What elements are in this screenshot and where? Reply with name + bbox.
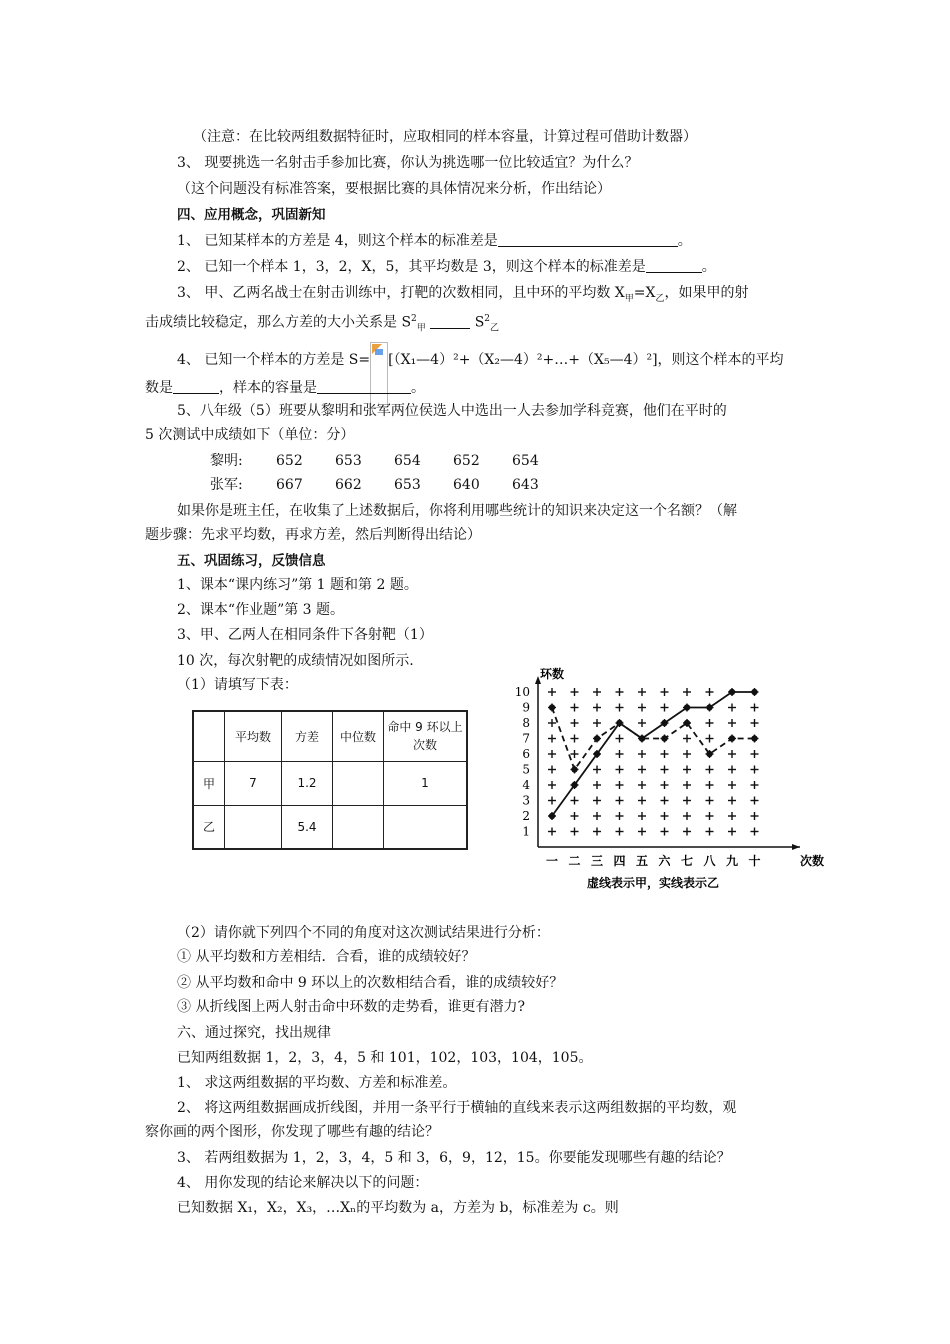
note-line: （注意：在比较两组数据特征时，应取相同的样本容量，计算过程可借助计数器）	[193, 129, 697, 145]
section-heading: 四、应用概念，巩固新知	[177, 207, 326, 223]
practice-2: 2、课本“作业题”第 3 题。	[177, 602, 345, 618]
exercise-5-line-1: 5、八年级（5）班要从黎明和张军两位侯选人中选出一人去参加学科竞赛，他们在平时的	[177, 403, 727, 419]
explore-5: 已知数据 X₁，X₂，X₃，…Xₙ的平均数为 a，方差为 b，标准差为 c。则	[177, 1200, 619, 1216]
answer-blank[interactable]	[646, 258, 702, 273]
exercise-2: 2、 已知一个样本 1，3，2，X，5，其平均数是 3，则这个样本的标准差是 。	[177, 259, 716, 275]
explore-3: 3、 若两组数据为 1，2，3，4，5 和 3，6，9，12，15。你要能发现哪些有趣的结论？	[177, 1150, 731, 1166]
y-tick-label: 6	[522, 747, 530, 761]
explore-2-line-2: 察你画的两个图形，你发现了哪些有趣的结论？	[145, 1124, 439, 1140]
table-cell[interactable]	[384, 805, 468, 849]
score-row-liming: 黎明: 652 653 654 652 654	[210, 453, 539, 469]
series-2-point	[706, 704, 712, 710]
exercise-5-line-3: 如果你是班主任，在收集了上述数据后，你将利用哪些统计的知识来决定这一个名额？（解	[177, 503, 737, 519]
series-2-point	[639, 735, 645, 741]
y-tick-label: 4	[522, 778, 530, 792]
y-tick-label: 7	[522, 731, 530, 746]
table-cell: 7	[225, 761, 282, 805]
series-1-point	[684, 720, 690, 726]
answer-blank[interactable]	[317, 379, 411, 394]
analysis-3: ③ 从折线图上两人射击命中环数的走势看，谁更有潜力?	[177, 999, 525, 1015]
fraction-image-icon	[370, 342, 388, 408]
series-2-point	[571, 782, 577, 788]
y-tick-label: 9	[522, 700, 530, 715]
y-tick-label: 8	[522, 716, 530, 730]
explore-2-line-1: 2、 将这两组数据画成折线图，并用一条平行于横轴的直线来表示这两组数据的平均数，观	[177, 1100, 737, 1116]
series-2-point	[549, 813, 555, 819]
table-cell: 5.4	[282, 805, 333, 849]
score-row-zhangjun: 张军: 667 662 653 640 643	[210, 477, 539, 493]
exercise-1: 1、 已知某样本的方差是 4，则这个样本的标准差是 。	[177, 233, 692, 249]
table-cell: 甲	[193, 761, 225, 805]
exercise-3-line-2: 击成绩比较稳定，那么方差的大小关系是 $S^2_甲$ $S^2_乙$	[145, 314, 500, 334]
question-3-line: 3、 现要挑选一名射击手参加比赛，你认为挑选哪一位比较适宜？为什么？	[177, 155, 639, 171]
exercise-5-line-2: 5 次测试中成绩如下（单位：分）	[145, 427, 355, 443]
y-axis-label: 环数	[540, 667, 565, 681]
x-tick-label: 九	[725, 854, 739, 868]
x-tick-label: 八	[703, 854, 716, 868]
section-heading: 六、通过探究，找出规律	[177, 1025, 331, 1041]
series-1-point	[661, 735, 667, 741]
explore-1: 1、 求这两组数据的平均数、方差和标准差。	[177, 1075, 457, 1091]
practice-3-line-2: 10 次，每次射靶的成绩情况如图所示.	[177, 653, 414, 669]
table-cell: 1.2	[282, 761, 333, 805]
series-1-point	[549, 704, 555, 710]
series-1-point	[594, 735, 600, 741]
y-tick-label: 5	[522, 762, 530, 777]
x-tick-label: 五	[635, 854, 649, 868]
table-cell[interactable]	[333, 805, 384, 849]
table-header-cell: 命中 9 环以上次数	[384, 711, 468, 761]
explore-intro: 已知两组数据 1，2，3，4，5 和 101，102，103，104，105。	[177, 1050, 593, 1066]
table-header-cell: 平均数	[225, 711, 282, 761]
table-cell: 1	[384, 761, 468, 805]
x-tick-label: 二	[568, 854, 581, 868]
series-2-point	[684, 704, 690, 710]
exercise-4-line-2: 数是 ，样本的容量是 。	[145, 380, 425, 396]
table-row	[193, 761, 467, 805]
stats-table	[192, 710, 468, 850]
series-line-1	[552, 708, 755, 770]
x-tick-label: 十	[748, 854, 761, 868]
table-header-cell: 方差	[282, 711, 333, 761]
exercise-4-line-1: 4、 已知一个样本的方差是 S= [（X₁—4）²+（X₂—4）²+…+（X₅—4）²]，则这个样本的平均	[177, 342, 784, 408]
y-tick-label: 1	[522, 824, 530, 839]
practice-3-line-4: （2）请你就下列四个不同的角度对这次测试结果进行分析：	[177, 925, 550, 941]
practice-3-line-1: 3、甲、乙两人在相同条件下各射靶（1）	[177, 627, 433, 643]
x-tick-label: 一	[545, 854, 559, 868]
x-tick-label: 六	[658, 854, 671, 868]
exercise-3-line-1: 3、 甲、乙两名战士在射击训练中，打靶的次数相同，且中环的平均数 $X_甲=X_乙$，如果甲的射	[177, 285, 749, 304]
table-cell: 乙	[193, 805, 225, 849]
exercise-5-line-4: 题步骤：先求平均数，再求方差，然后判断得出结论）	[145, 527, 481, 543]
x-axis-arrow-icon	[792, 844, 800, 850]
x-axis-label: 次数	[800, 854, 825, 868]
note-line: （这个问题没有标准答案，要根据比赛的具体情况来分析，作出结论）	[177, 181, 611, 197]
answer-blank[interactable]	[498, 232, 678, 247]
section-heading: 五、巩固练习，反馈信息	[177, 553, 326, 569]
x-tick-label: 七	[680, 854, 694, 868]
series-2-point	[661, 720, 667, 726]
practice-3-line-3: （1）请填写下表：	[177, 677, 298, 693]
series-1-point	[729, 735, 735, 741]
y-tick-label: 3	[522, 793, 530, 808]
y-tick-label: 10	[514, 685, 530, 699]
answer-blank[interactable]	[430, 314, 470, 329]
line-chart	[508, 655, 825, 895]
series-2-point	[751, 689, 757, 695]
table-row	[193, 805, 467, 849]
table-cell[interactable]	[225, 805, 282, 849]
series-2-point	[729, 689, 735, 695]
series-1-point	[751, 735, 757, 741]
analysis-1: ① 从平均数和方差相结．合看，谁的成绩较好？	[177, 949, 476, 965]
series-line-2	[552, 692, 755, 816]
series-1-point	[571, 766, 577, 772]
table-header-cell	[193, 711, 225, 761]
table-cell[interactable]	[333, 761, 384, 805]
series-1-point	[706, 751, 712, 757]
x-tick-label: 四	[613, 854, 626, 868]
y-tick-label: 2	[522, 809, 530, 823]
table-header-cell: 中位数	[333, 711, 384, 761]
explore-4: 4、 用你发现的结论来解决以下的问题：	[177, 1175, 429, 1191]
chart-caption: 虚线表示甲，实线表示乙	[586, 876, 720, 890]
practice-1: 1、课本“课内练习”第 1 题和第 2 题。	[177, 577, 418, 593]
series-2-point	[594, 751, 600, 757]
series-2-point	[616, 720, 622, 726]
answer-blank[interactable]	[173, 379, 219, 394]
x-tick-label: 三	[590, 854, 604, 868]
analysis-2: ② 从平均数和命中 9 环以上的次数相结合看，谁的成绩较好？	[177, 975, 564, 991]
